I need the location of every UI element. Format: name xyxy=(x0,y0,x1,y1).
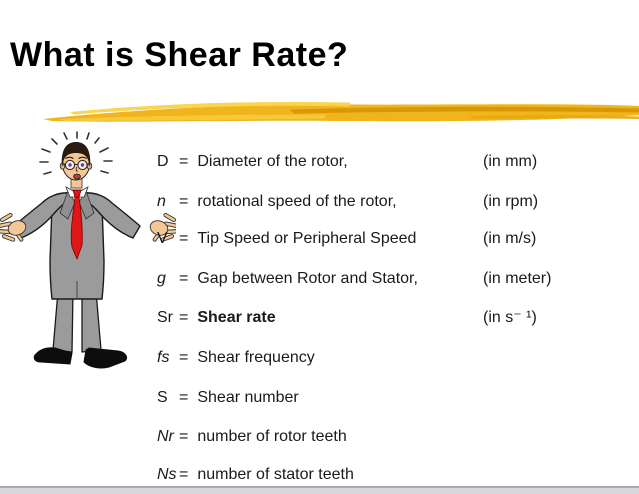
symbol: fs xyxy=(157,349,170,366)
equals-sign: = xyxy=(179,193,189,210)
definition-row xyxy=(157,152,538,172)
definition-row xyxy=(157,388,299,408)
equals-sign: = xyxy=(179,349,189,366)
confused-man-icon xyxy=(0,131,176,376)
page-title: What is Shear Rate? xyxy=(10,36,349,74)
unit: (in s⁻ ¹) xyxy=(483,309,537,326)
description: Diameter of the rotor, xyxy=(197,153,348,170)
symbol: V xyxy=(157,230,168,247)
equals-sign: = xyxy=(179,428,189,445)
description: number of stator teeth xyxy=(197,466,354,483)
description: Gap between Rotor and Stator, xyxy=(197,270,418,287)
symbol: g xyxy=(157,270,166,287)
description: Shear number xyxy=(197,389,299,406)
symbol: S xyxy=(157,389,168,406)
equals-sign: = xyxy=(179,466,189,483)
definition-row xyxy=(157,465,354,485)
definition-row xyxy=(157,427,347,447)
description: Tip Speed or Peripheral Speed xyxy=(197,230,417,247)
equals-sign: = xyxy=(179,309,189,326)
unit: (in meter) xyxy=(483,270,552,287)
equals-sign: = xyxy=(179,389,189,406)
definition-row xyxy=(157,348,315,368)
slide-bottom-band xyxy=(0,488,639,494)
definition-row xyxy=(157,229,537,249)
description: rotational speed of the rotor, xyxy=(197,193,397,210)
unit: (in rpm) xyxy=(483,193,539,210)
unit: (in m/s) xyxy=(483,230,537,247)
equals-sign: = xyxy=(179,270,189,287)
yellow-swoosh-icon xyxy=(40,90,639,135)
description: Shear rate xyxy=(197,309,276,326)
symbol: Ns xyxy=(157,466,177,483)
symbol: Nr xyxy=(157,428,174,445)
equals-sign: = xyxy=(179,230,189,247)
symbol: Sr xyxy=(157,309,173,326)
description: Shear frequency xyxy=(197,349,315,366)
description: number of rotor teeth xyxy=(197,428,347,445)
symbol: D xyxy=(157,153,169,170)
definition-row xyxy=(157,192,539,212)
unit: (in mm) xyxy=(483,153,538,170)
symbol: n xyxy=(157,193,166,210)
definition-row xyxy=(157,269,552,289)
equals-sign: = xyxy=(179,153,189,170)
